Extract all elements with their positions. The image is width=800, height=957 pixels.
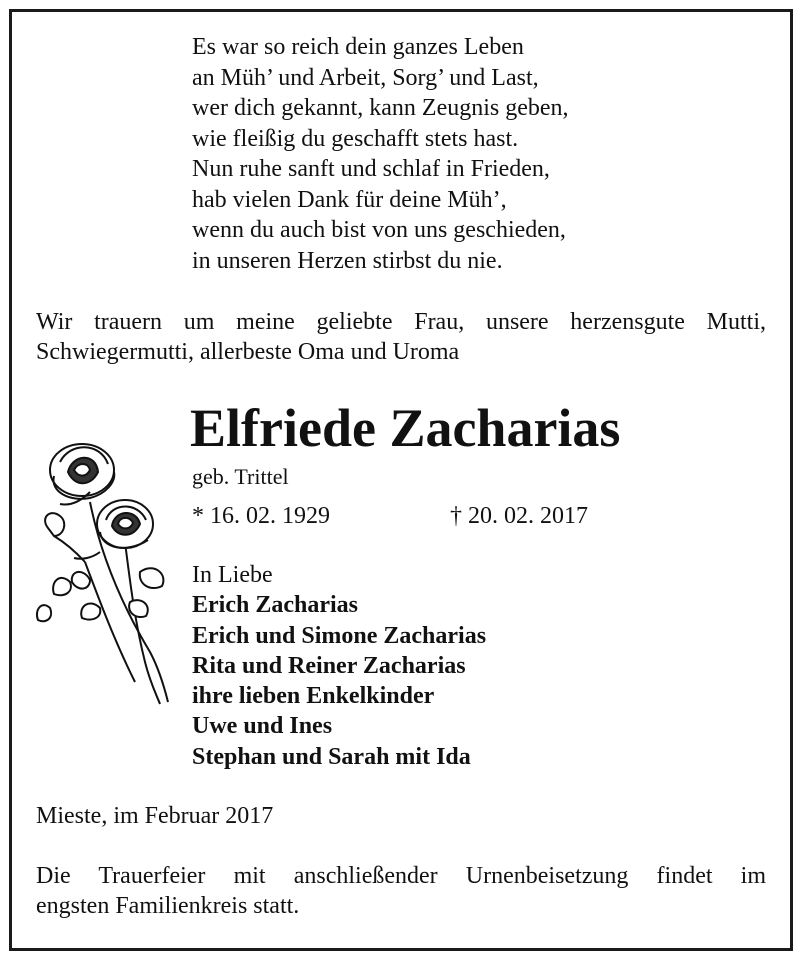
mourner-name: ihre lieben Enkelkinder (192, 683, 435, 710)
death-date: † 20. 02. 2017 (450, 503, 588, 529)
mourner-name: Stephan und Sarah mit Ida (192, 743, 471, 770)
mourner-name: Erich und Simone Zacharias (192, 622, 487, 649)
mourners-heading: In Liebe (192, 562, 273, 588)
mourner-name: Erich Zacharias (192, 592, 358, 619)
announcement-line: Wir trauern um meine geliebte Frau, unsere herzensgute Mutti, (36, 309, 766, 335)
roses-illustration (30, 432, 180, 712)
poem-line: Nun ruhe sanft und schlaf in Frieden, (192, 156, 550, 182)
funeral-line: engsten Familienkreis statt. (36, 893, 300, 919)
poem-line: wer dich gekannt, kann Zeugnis geben, (192, 95, 569, 121)
poem-line: hab vielen Dank für deine Müh’, (192, 186, 507, 213)
place-and-date: Mieste, im Februar 2017 (36, 803, 274, 829)
mourner-name: Rita und Reiner Zacharias (192, 652, 466, 679)
mourner-name: Uwe und Ines (192, 713, 333, 740)
mourning-announcement (36, 307, 766, 367)
announcement-line: Schwiegermutti, allerbeste Oma und Uroma (36, 339, 460, 365)
funeral-notice (36, 861, 766, 921)
birth-date: * 16. 02. 1929 (192, 503, 330, 529)
poem-line: Es war so reich dein ganzes Leben (192, 34, 524, 60)
poem-line: in unseren Herzen stirbst du nie. (192, 247, 503, 274)
funeral-line: Die Trauerfeier mit anschließender Urnenbeisetzung findet im (36, 863, 766, 889)
deceased-name: Elfriede Zacharias (190, 398, 621, 458)
poem-line: wie fleißig du geschafft stets hast. (192, 125, 519, 152)
mourners-list (192, 560, 486, 772)
poem-line: wenn du auch bist von uns geschieden, (192, 217, 566, 243)
poem-line: an Müh’ und Arbeit, Sorg’ und Last, (192, 64, 539, 91)
poem (192, 32, 569, 276)
maiden-name: geb. Trittel (192, 464, 289, 489)
